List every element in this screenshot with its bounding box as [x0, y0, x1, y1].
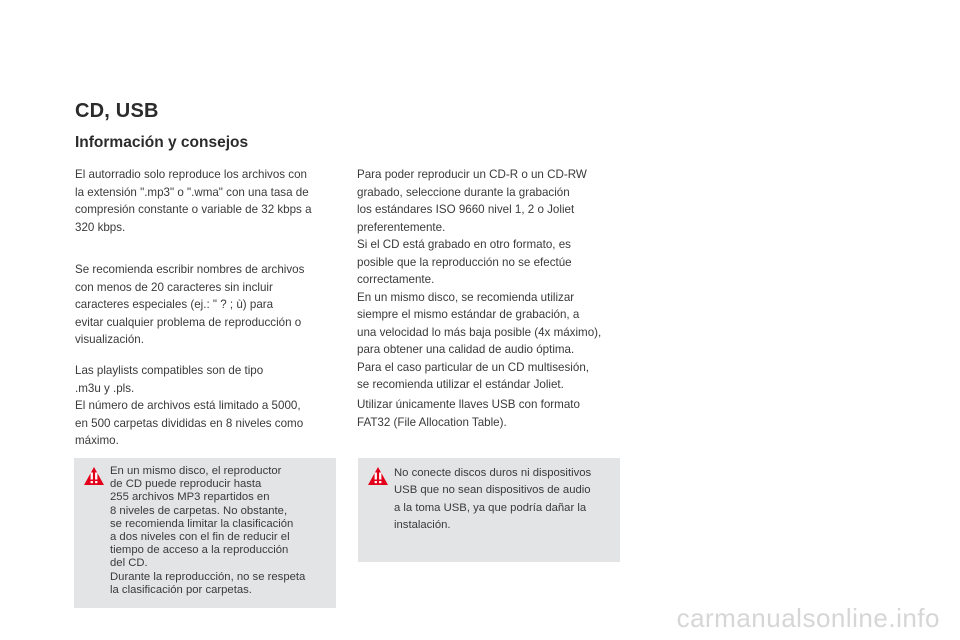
warning-icon [367, 466, 389, 486]
warning-note-text: En un mismo disco, el reproductor de CD puede reproducir hasta 255 archivos MP3 repartidos en 8 niveles de carpetas. No obstante, se recomienda limitar la clasificación a dos niveles con el fin de reducir el tiempo de acceso a la reproducción del CD. Durante la reproducción, no se respeta la clasificación por carpetas. [110, 465, 306, 596]
paragraph-usb-format: Utilizar únicamente llaves USB con formato FAT32 (File Allocation Table). [357, 398, 580, 429]
paragraph-file-formats: El autorradio solo reproduce los archivos con la extensión ".mp3" o ".wma" con una tasa de compresión constante o variable de 32 kbps a 320 kbps. [75, 168, 312, 234]
watermark: carmanualsonline.info [676, 603, 940, 633]
section-subtitle: Información y consejos [75, 134, 249, 151]
paragraph-playlists: Las playlists compatibles son de tipo .m3u y .pls. El número de archivos está limitado a 5000, en 500 carpetas divididas en 8 niveles como máximo. [75, 364, 304, 447]
warning-note-usb-devices [358, 458, 620, 562]
warning-note-cd-folders [74, 458, 336, 608]
paragraph-cd-recording: Para poder reproducir un CD-R o un CD-RW grabado, seleccione durante la grabación los estándares ISO 9660 nivel 1, 2 o Joliet preferentemente. Si el CD está grabado en otro formato, es posible que la reproducción no se efectúe correctamente. En un mismo disco, se recomienda utilizar siempre el mismo estándar de grabación, a una velocidad lo más baja posible (4x máximo), para obtener una calidad de audio óptima. Para el caso particular de un CD multisesión, se recomienda utilizar el estándar Joliet. [357, 168, 602, 391]
paragraph-file-names: Se recomienda escribir nombres de archivos con menos de 20 caracteres sin incluir caracteres especiales (ej.: " ? ; ù) para evitar cualquier problema de reproducción o visualización. [75, 263, 305, 346]
warning-icon [83, 466, 105, 486]
warning-note-text: No conecte discos duros ni dispositivos USB que no sean dispositivos de audio a la toma USB, ya que podría dañar la instalación. [394, 467, 592, 532]
page-title: CD, USB [75, 100, 159, 122]
